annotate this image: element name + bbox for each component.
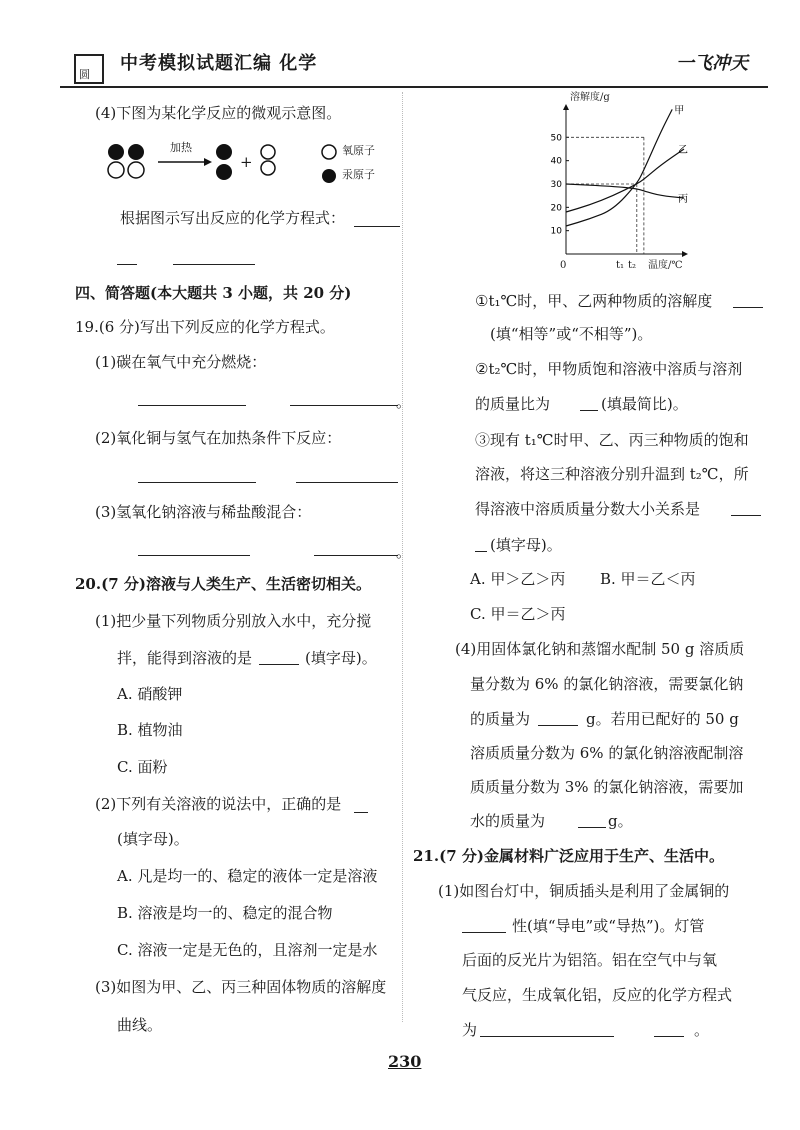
r1b: (填“相等”或“不相等”)。 <box>490 325 653 343</box>
r2b-post: (填最简比)。 <box>601 395 688 413</box>
book-logo-text: 圆 <box>79 68 90 81</box>
r3-option-c: C. 甲＝乙＞丙 <box>470 605 566 623</box>
chart-xtick-t1: t₁ <box>616 260 625 271</box>
chart-series-2 <box>566 184 684 198</box>
answer-blank[interactable] <box>290 405 398 406</box>
r3b: 溶液，将这三种溶液分别升温到 t₂℃，所 <box>475 465 749 483</box>
q20-3b: 曲线。 <box>117 1016 163 1034</box>
r1a-pre: ①t₁℃时，甲、乙两种物质的溶解度 <box>475 292 713 310</box>
legend-hg-circle <box>322 169 336 183</box>
answer-blank[interactable] <box>314 555 398 556</box>
answer-blank[interactable] <box>354 812 368 813</box>
q20-2-option-a: A. 凡是均一的、稳定的液体一定是溶液 <box>117 867 378 885</box>
q19-1: (1)碳在氧气中充分燃烧： <box>95 353 267 371</box>
r4d: 溶质质量分数为 6% 的氯化钠溶液配制溶 <box>470 744 744 762</box>
header-rule <box>60 86 768 88</box>
q19-3-period: 。 <box>396 543 412 561</box>
r3d: (填字母)。 <box>490 536 562 554</box>
header <box>60 50 768 90</box>
q21-1d: 气反应，生成氧化铝，反应的化学方程式 <box>462 986 733 1004</box>
q19-2: (2)氧化铜与氢气在加热条件下反应： <box>95 429 342 447</box>
chart-y-arrow <box>563 104 569 110</box>
chart-ytick-label: 20 <box>550 203 562 214</box>
r3a: ③现有 t₁℃时甲、乙、丙三种物质的饱和 <box>475 431 749 449</box>
hg-atom <box>108 144 124 160</box>
q20-stem: 20.(7 分)溶液与人类生产、生活密切相关。 <box>75 575 371 593</box>
legend-hg-label: 汞原子 <box>342 168 375 181</box>
q4-intro: (4)下图为某化学反应的微观示意图。 <box>95 104 342 122</box>
r4f-post: g。 <box>608 812 633 830</box>
answer-blank[interactable] <box>138 555 250 556</box>
chart-series-label: 丙 <box>678 194 688 205</box>
answer-blank[interactable] <box>173 264 255 265</box>
answer-blank[interactable] <box>138 405 246 406</box>
q21-1e-period: 。 <box>694 1021 710 1039</box>
q21-stem: 21.(7 分)金属材料广泛应用于生产、生活中。 <box>413 847 724 865</box>
answer-blank[interactable] <box>654 1036 684 1037</box>
answer-blank[interactable] <box>138 482 256 483</box>
q19-1-period: 。 <box>396 393 412 411</box>
q19-3: (3)氢氧化钠溶液与稀盐酸混合： <box>95 503 312 521</box>
solubility-chart-svg <box>540 92 690 277</box>
q20-2a: (2)下列有关溶液的说法中，正确的是 <box>95 795 342 813</box>
chart-origin-label: 0 <box>560 260 567 271</box>
header-title: 中考模拟试题汇编 化学 <box>120 53 318 74</box>
q4-prompt: 根据图示写出反应的化学方程式： <box>120 209 346 227</box>
o-atom <box>261 161 275 175</box>
arrow-label: 加热 <box>170 141 192 154</box>
o-atom <box>128 162 144 178</box>
r2a: ②t₂℃时，甲物质饱和溶液中溶质与溶剂 <box>475 360 743 378</box>
answer-blank[interactable] <box>733 307 763 308</box>
legend-o-label: 氧原子 <box>342 144 375 157</box>
q20-3a: (3)如图为甲、乙、丙三种固体物质的溶解度 <box>95 978 387 996</box>
solubility-chart <box>540 92 690 277</box>
answer-blank[interactable] <box>480 1036 614 1037</box>
q20-2-option-c: C. 溶液一定是无色的，且溶剂一定是水 <box>117 941 378 959</box>
r4e: 质质量分数为 3% 的氯化钠溶液，需要加 <box>470 778 744 796</box>
reaction-diagram <box>100 140 400 190</box>
plus-sign: + <box>240 153 253 171</box>
q21-1c: 后面的反光片为铝箔。铝在空气中与氧 <box>462 951 718 969</box>
chart-x-arrow <box>682 251 688 257</box>
answer-blank[interactable] <box>296 482 398 483</box>
q20-1b-post: (填字母)。 <box>305 649 377 667</box>
hg-atom <box>216 164 232 180</box>
answer-blank[interactable] <box>354 226 400 227</box>
q20-2-option-b: B. 溶液是均一的、稳定的混合物 <box>117 904 333 922</box>
r4c-pre: 的质量为 <box>470 710 531 728</box>
r3-option-b: B. 甲＝乙＜丙 <box>600 570 696 588</box>
chart-xtick-t2: t₂ <box>628 260 637 271</box>
hg-atom <box>128 144 144 160</box>
r4f-pre: 水的质量为 <box>470 812 546 830</box>
chart-ytick-label: 30 <box>550 180 562 190</box>
q20-2b: (填字母)。 <box>117 830 189 848</box>
q21-1b-post: 性(填“导电”或“导热”)。灯管 <box>512 917 705 935</box>
q21-1e-pre: 为 <box>462 1021 478 1039</box>
chart-ytick-label: 40 <box>550 156 562 167</box>
legend-o-circle <box>322 145 336 159</box>
answer-blank[interactable] <box>731 515 761 516</box>
q20-1-option-a: A. 硝酸钾 <box>117 685 183 703</box>
chart-series-label: 甲 <box>674 105 685 117</box>
book-logo <box>74 54 104 84</box>
answer-blank[interactable] <box>580 410 598 411</box>
o-atom <box>108 162 124 178</box>
page-number: 230 <box>388 1052 422 1071</box>
r3c-pre: 得溶液中溶质质量分数大小关系是 <box>475 500 701 518</box>
chart-series-0 <box>566 109 672 226</box>
q19-stem: 19.(6 分)写出下列反应的化学方程式。 <box>75 318 335 336</box>
header-brand: 一飞冲天 <box>676 53 748 74</box>
q20-1a: (1)把少量下列物质分别放入水中，充分搅 <box>95 612 372 630</box>
r3-option-a: A. 甲＞乙＞丙 <box>470 570 566 588</box>
hg-atom <box>216 144 232 160</box>
chart-series-1 <box>566 149 684 212</box>
answer-blank[interactable] <box>578 827 606 828</box>
answer-blank[interactable] <box>259 664 299 665</box>
answer-blank[interactable] <box>462 932 506 933</box>
o-atom <box>261 145 275 159</box>
answer-blank[interactable] <box>117 264 137 265</box>
chart-series-label: 乙 <box>678 145 688 156</box>
chart-ytick-label: 50 <box>550 133 562 144</box>
r4a: (4)用固体氯化钠和蒸馏水配制 50 g 溶质质 <box>455 640 745 658</box>
q20-1b-pre: 拌，能得到溶液的是 <box>117 649 253 667</box>
chart-ylabel: 溶解度/g <box>570 92 610 103</box>
chart-xlabel: 温度/℃ <box>648 260 683 271</box>
section-4-heading: 四、简答题(本大题共 3 小题，共 20 分) <box>75 284 352 302</box>
reaction-arrow-head <box>204 158 212 166</box>
r4c-post: g。若用已配好的 50 g <box>586 710 739 728</box>
q20-1-option-c: C. 面粉 <box>117 758 168 776</box>
answer-blank[interactable] <box>538 725 578 726</box>
answer-blank[interactable] <box>475 551 487 552</box>
r2b-pre: 的质量比为 <box>475 395 551 413</box>
q21-1a: (1)如图台灯中，铜质插头是利用了金属铜的 <box>438 882 730 900</box>
chart-ytick-label: 10 <box>550 226 562 237</box>
q20-1-option-b: B. 植物油 <box>117 721 183 739</box>
r4b: 量分数为 6% 的氯化钠溶液，需要氯化钠 <box>470 675 744 693</box>
